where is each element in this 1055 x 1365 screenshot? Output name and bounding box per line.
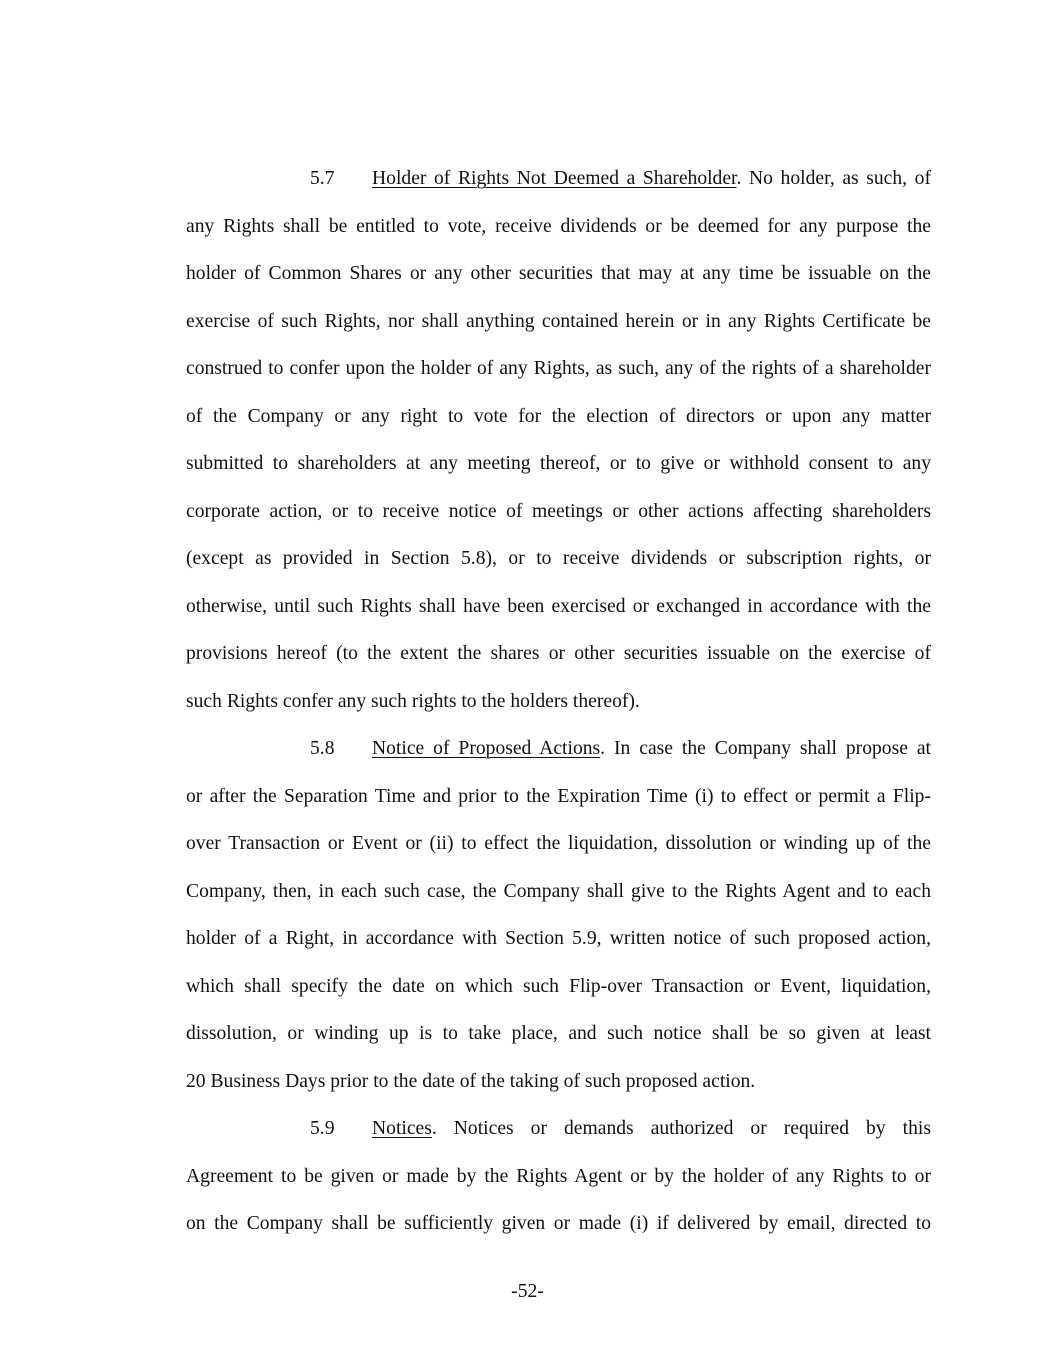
text-line: dissolution, or winding up is to take place, and such notice shall be so given at least [186, 1023, 931, 1044]
text-line: exercise of such Rights, nor shall anything contained herein or in any Rights Certificate be [186, 310, 931, 332]
text-line: any Rights shall be entitled to vote, receive dividends or be deemed for any purpose the [186, 215, 931, 237]
text-line: Agreement to be given or made by the Rights Agent or by the holder of any Rights to or [186, 1165, 931, 1187]
body-text [186, 155, 931, 1248]
section-lead-text: . Notices or demands authorized or required by this [431, 1118, 931, 1139]
text-line: such Rights confer any such rights to the holders thereof). [186, 690, 640, 712]
section-5-8-first-line [186, 725, 931, 773]
section-5-9-first-line [186, 1105, 931, 1153]
text-line: otherwise, until such Rights shall have been exercised or exchanged in accordance with the [186, 595, 931, 617]
text-line: or after the Separation Time and prior to the Expiration Time (i) to effect or permit a Flip- [186, 785, 931, 807]
text-line: which shall specify the date on which such Flip-over Transaction or Event, liquidation, [186, 975, 931, 997]
section-heading: Notice of Proposed Actions [372, 738, 601, 759]
section-heading: Notices [372, 1118, 432, 1139]
section-lead-text: . No holder, as such, of [736, 168, 931, 189]
text-line: Company, then, in each such case, the Company shall give to the Rights Agent and to each [186, 880, 931, 902]
text-line: (except as provided in Section 5.8), or to receive dividends or subscription rights, or [186, 548, 931, 569]
section-5-7-first-line [186, 155, 931, 203]
text-line: holder of Common Shares or any other securities that may at any time be issuable on the [186, 263, 931, 284]
text-line: on the Company shall be sufficiently given or made (i) if delivered by email, directed to [186, 1213, 931, 1234]
text-line: holder of a Right, in accordance with Section 5.9, written notice of such proposed action, [186, 928, 931, 949]
text-line: provisions hereof (to the extent the shares or other securities issuable on the exercise of [186, 643, 931, 664]
text-line: submitted to shareholders at any meeting thereof, or to give or withhold consent to any [186, 453, 931, 474]
text-line: construed to confer upon the holder of any Rights, as such, any of the rights of a shareholder [186, 358, 931, 379]
section-lead-text: . In case the Company shall propose at [600, 738, 931, 759]
text-line: corporate action, or to receive notice of meetings or other actions affecting shareholders [186, 500, 931, 522]
section-number: 5.7 [310, 168, 335, 189]
text-line: of the Company or any right to vote for the election of directors or upon any matter [186, 405, 931, 427]
section-heading: Holder of Rights Not Deemed a Shareholder [372, 168, 737, 189]
section-number: 5.8 [310, 738, 335, 759]
text-line: over Transaction or Event or (ii) to effect the liquidation, dissolution or winding up of the [186, 833, 931, 854]
text-line: 20 Business Days prior to the date of the taking of such proposed action. [186, 1070, 756, 1092]
section-number: 5.9 [310, 1118, 335, 1139]
page-number: -52- [511, 1281, 544, 1302]
